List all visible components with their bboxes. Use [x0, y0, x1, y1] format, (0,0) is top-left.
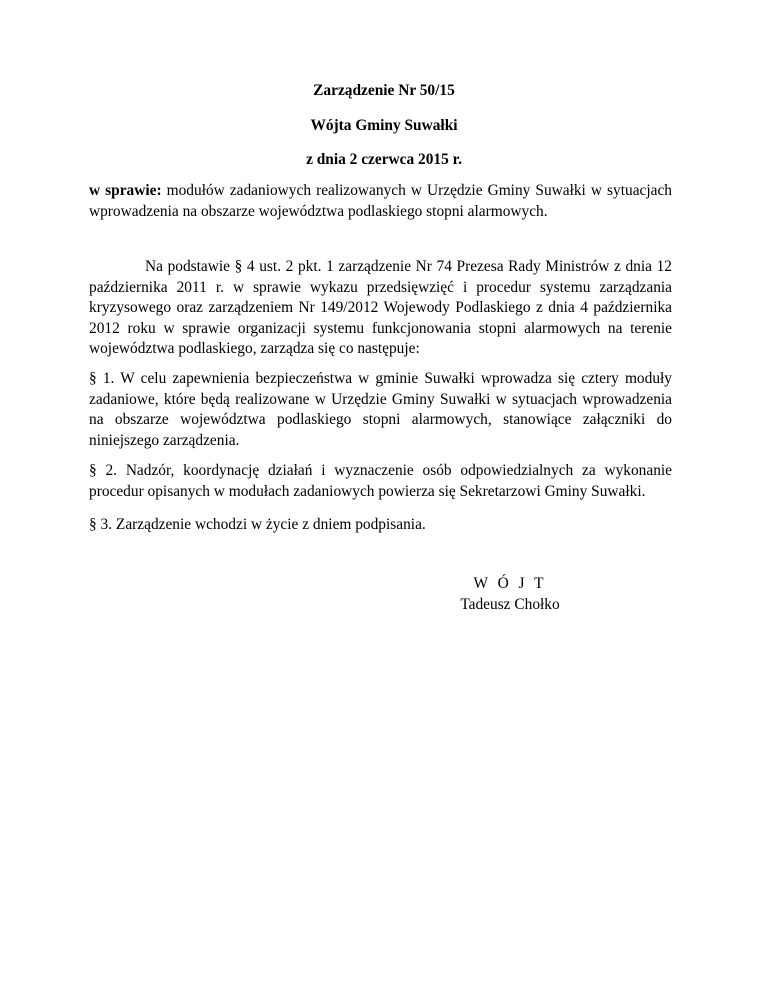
paragraph-1: § 1. W celu zapewnienia bezpieczeństwa w gminie Suwałki wprowadza się cztery moduły zadaniowe, które będą realizowane w Urzędzie Gminy Suwałki w sytuacjach wprowadzenia na obszarze województwa podlaskiego stopni alarmowych, stanowiące załączniki do niniejszego zarządzenia.: [89, 370, 672, 449]
document-issuer: Wójta Gminy Suwałki: [310, 117, 458, 134]
document-date: z dnia 2 czerwca 2015 r.: [306, 151, 462, 168]
signature-block: [430, 574, 590, 615]
subject-paragraph: [89, 181, 672, 222]
paragraph-2: § 2. Nadzór, koordynację działań i wyznaczenie osób odpowiedzialnych za wykonanie procedur opisanych w modułach zadaniowych powierza się Sekretarzowi Gminy Suwałki.: [89, 462, 672, 500]
paragraph-3: § 3. Zarządzenie wchodzi w życie z dniem podpisania.: [89, 516, 426, 533]
subject-text: modułów zadaniowych realizowanych w Urzędzie Gminy Suwałki w sytuacjach wprowadzenia na obszarze województwa podlaskiego stopni alarmowych.: [89, 182, 672, 220]
signature-role: W Ó J T: [473, 575, 547, 592]
preamble-paragraph: Na podstawie § 4 ust. 2 pkt. 1 zarządzenie Nr 74 Prezesa Rady Ministrów z dnia 12 października 2011 r. w sprawie wykazu przedsięwzięć i procedur systemu zarządzania kryzysowego oraz zarządzeniem Nr 149/2012 Wojewody Podlaskiego z dnia 4 października 2012 roku w sprawie organizacji systemu funkcjonowania stopni alarmowych na terenie województwa podlaskiego, zarządza się co następuje:: [89, 258, 672, 357]
subject-lead: w sprawie:: [89, 182, 162, 199]
signature-name: Tadeusz Chołko: [460, 595, 560, 613]
document-title: Zarządzenie Nr 50/15: [313, 82, 455, 99]
